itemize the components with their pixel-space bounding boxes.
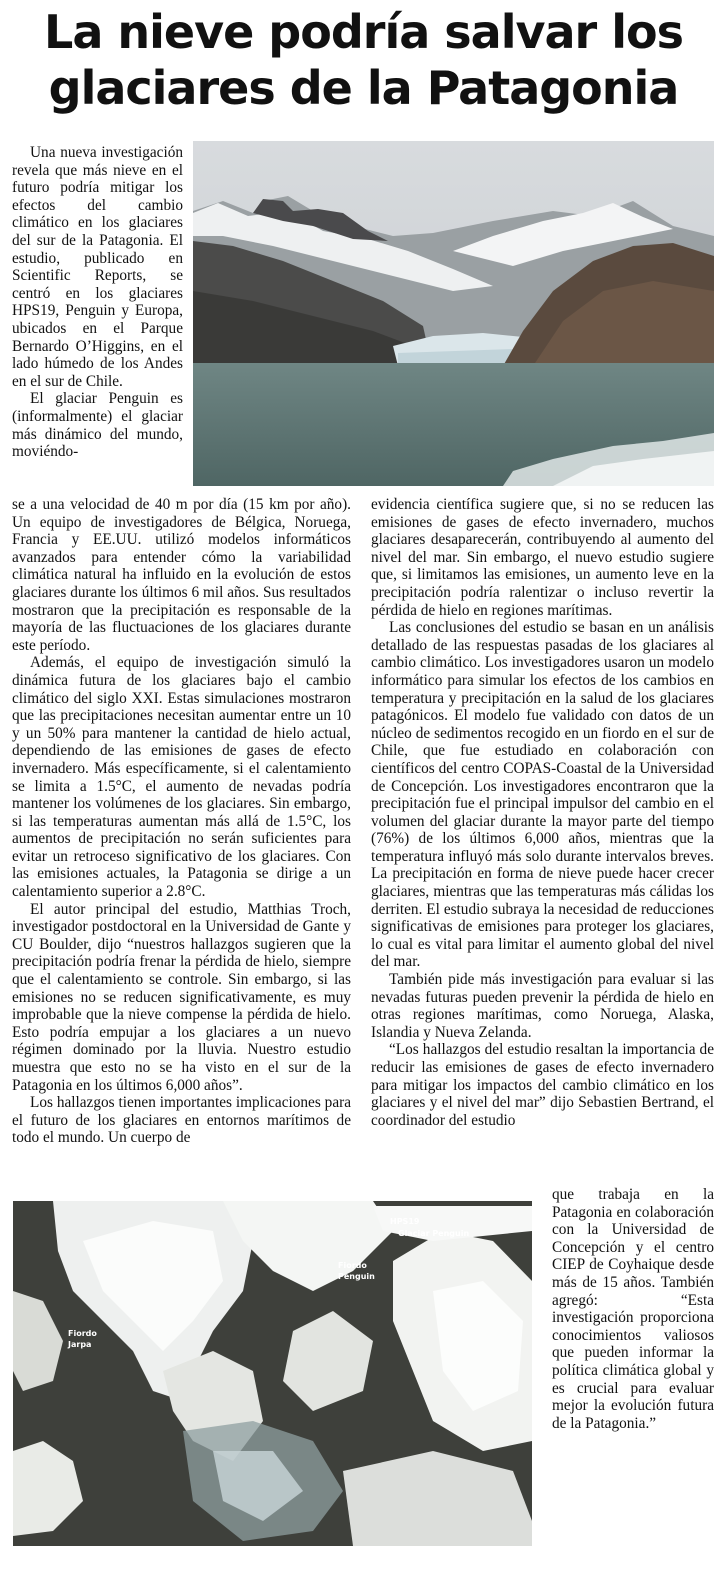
paragraph: El autor principal del estudio, Matthias Troch, investigador postdoctoral en la Universidad de Gante y CU Boulder, dijo “nuestros hallazgos sugieren que la precipitación podría frenar la pérdida de hielo, siempre que el calentamiento se controle. Sin embargo, si las emisiones no se reducen significativamente, es muy improbable que la nieve compense la pérdida de hielo. Esto podría empujar a los glaciares a un nuevo régimen dominado por la lluvia. Nuestro estudio muestra que esto no se ha visto en el sur de la Patagonia en los últimos 6,000 años”. [12, 900, 351, 1094]
paragraph: El glaciar Penguin es (informalmente) el glaciar más dinámico del mundo, moviéndo- [12, 390, 183, 461]
headline [0, 4, 727, 116]
map-label-fiordo-jarpa-1: Fiordo [68, 1329, 97, 1338]
glacier-photo [193, 141, 714, 486]
text-column-right [371, 496, 714, 1129]
headline-line-2: glaciares de la Patagonia [48, 61, 679, 115]
map-label-hps19: HPS19 [390, 1217, 420, 1226]
map-label-fiordo-penguin-2: Penguin [338, 1272, 375, 1281]
paragraph: Una nueva investigación revela que más nieve en el futuro podría mitigar los efectos del cambio climático en los glaciares del sur de la Patagonia. El estudio, publicado en Scientific Reports, se centró en los glaciares HPS19, Penguin y Europa, ubicados en el Parque Bernardo O’Higgins, en el lado húmedo de los Andes en el sur de Chile. [12, 144, 183, 390]
paragraph: También pide más investigación para evaluar si las nevadas futuras pueden prevenir la pérdida de hielo en otras regiones marítimas, como Noruega, Alaska, Islandia y Nueva Zelanda. [371, 971, 714, 1041]
map-label-glaciar-penguin: Glaciar Penguin [398, 1229, 470, 1238]
paragraph: evidencia científica sugiere que, si no se reducen las emisiones de gases de efecto invernadero, muchos glaciares desaparecerán, contribuyendo al aumento del nivel del mar. Sin embargo, el nuevo estudio sugiere que, si limitamos las emisiones, un aumento leve en la precipitación podría ralentizar o incluso revertir la pérdida de hielo en regiones marítimas. [371, 496, 714, 619]
headline-line-1: La nieve podría salvar los [44, 5, 683, 59]
paragraph: Las conclusiones del estudio se basan en un análisis detallado de las respuestas pasadas de los glaciares al cambio climático. Los investigadores usaron un modelo informático para simular los efectos de los cambios en temperatura y precipitación en la salud de los glaciares patagónicos. El modelo fue validado con datos de un núcleo de sedimentos recogido en un fiordo en el sur de Chile, que fue estudiado en colaboración con científicos del centro COPAS-Coastal de la Universidad de Concepción. Los investigadores encontraron que la precipitación fue el principal impulsor del cambio en el volumen del glaciar durante la mayor parte del tiempo (76%) de los últimos 6,000 años, mientras que la temperatura influyó más solo durante intervalos breves. La precipitación en forma de nieve puede hacer crecer glaciares, mientras que las temperaturas más cálidas los derriten. El estudio subraya la necesidad de reducciones significativas de emisiones para proteger los glaciares, lo cual es vital para limitar el aumento global del nivel del mar. [371, 619, 714, 971]
text-column-left [12, 496, 351, 1147]
text-column-top-left [12, 144, 183, 461]
paragraph: se a una velocidad de 40 m por día (15 km por año). Un equipo de investigadores de Bélgica, Noruega, Francia y EE.UU. utilizó modelos informáticos avanzados para entender cómo la variabilidad climática natural ha influido en la evolución de estos glaciares durante los últimos 6 mil años. Sus resultados mostraron que la precipitación es responsable de la mayoría de las fluctuaciones de los glaciares durante este período. [12, 496, 351, 654]
map-label-fiordo-jarpa-2: Jarpa [68, 1340, 92, 1349]
paragraph: Los hallazgos tienen importantes implicaciones para el futuro de los glaciares en entornos marítimos de todo el mundo. Un cuerpo de [12, 1094, 351, 1147]
paragraph: que trabaja en la Patagonia en colaboración con la Universidad de Concepción y el centro CIEP de Coyhaique desde más de 15 años. También agregó: “Esta investigación proporciona conocimientos valiosos que pueden informar la política climática global y es crucial para evaluar mejor la evolución futura de la Patagonia.” [552, 1186, 714, 1432]
paragraph: “Los hallazgos del estudio resaltan la importancia de reducir las emisiones de gases de efecto invernadero para mitigar los impactos del cambio climático en los glaciares y el nivel del mar” dijo Sebastien Bertrand, el coordinador del estudio [371, 1041, 714, 1129]
map-label-fiordo-penguin-1: Fiordo [338, 1261, 367, 1270]
paragraph: Además, el equipo de investigación simuló la dinámica futura de los glaciares bajo el cambio climático del siglo XXI. Estas simulaciones mostraron que las precipitaciones necesitan aumentar entre un 10 y un 50% para mantener la cantidad de hielo actual, dependiendo de las emisiones de gases de efecto invernadero. Más específicamente, si el calentamiento se limita a 1.5°C, el aumento de nevadas podría mantener los volúmenes de los glaciares. Sin embargo, si las temperaturas aumentan más allá de 1.5°C, los aumentos de precipitación no serán suficientes para evitar un retroceso significativo de los glaciares. Con las emisiones actuales, la Patagonia se dirige a un calentamiento superior a 2.8°C. [12, 654, 351, 901]
satellite-map [13, 1201, 532, 1546]
text-column-bottom-right [552, 1186, 714, 1432]
